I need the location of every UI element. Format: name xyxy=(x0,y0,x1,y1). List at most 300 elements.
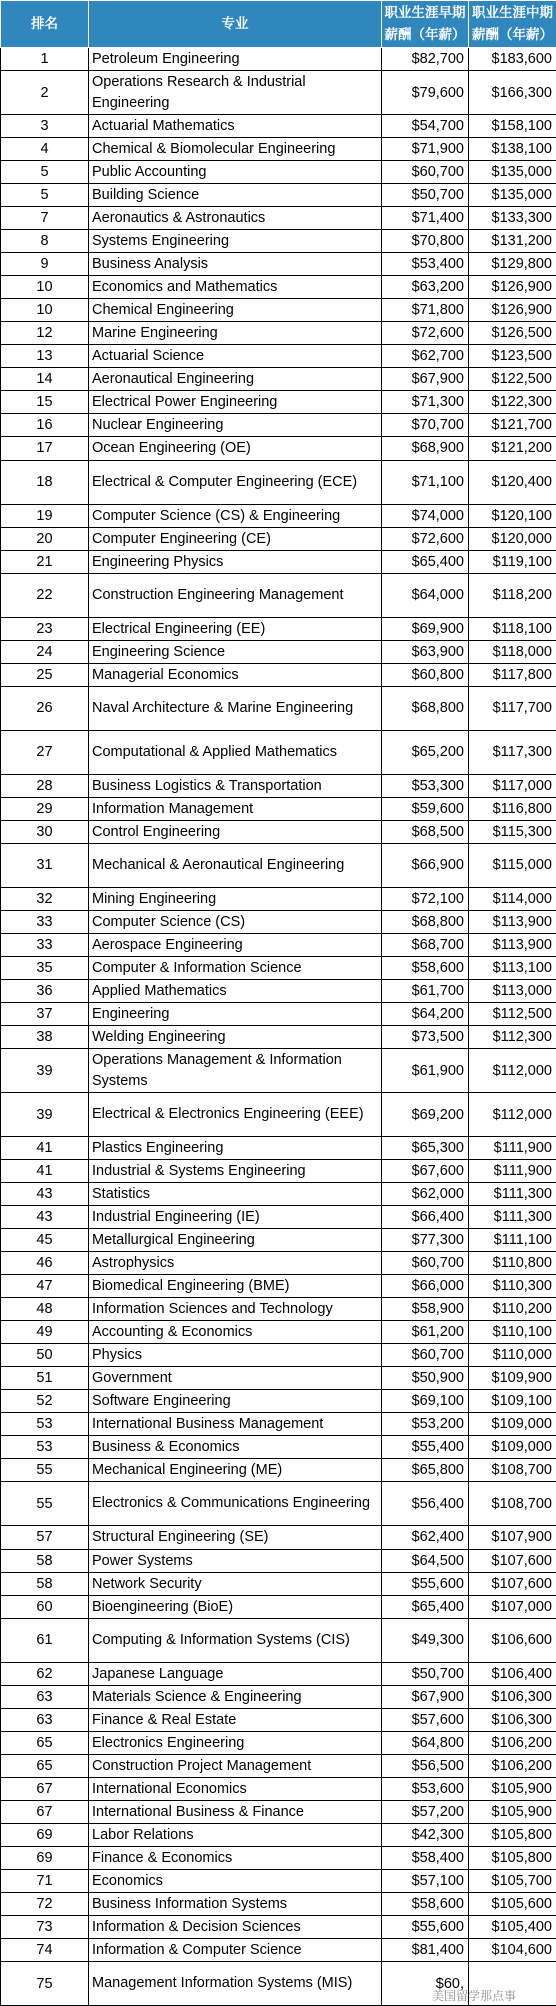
early-salary-cell: $65,200 xyxy=(382,730,469,774)
rank-cell: 48 xyxy=(1,1298,89,1321)
early-salary-cell: $68,500 xyxy=(382,820,469,843)
rank-cell: 47 xyxy=(1,1275,89,1298)
major-cell: Management Information Systems (MIS) xyxy=(89,1962,382,2006)
rank-cell: 58 xyxy=(1,1572,89,1595)
rank-cell: 28 xyxy=(1,774,89,797)
early-salary-cell: $82,700 xyxy=(382,48,469,71)
mid-salary-cell: $133,300 xyxy=(469,207,556,230)
table-row xyxy=(1,1049,556,1093)
table-row xyxy=(1,1160,556,1183)
mid-salary-cell: $119,100 xyxy=(469,550,556,573)
early-salary-cell: $71,100 xyxy=(382,460,469,504)
table-row xyxy=(1,640,556,663)
early-salary-cell: $60, xyxy=(382,1962,469,2006)
table-row xyxy=(1,1823,556,1846)
table-row xyxy=(1,161,556,184)
rank-cell: 39 xyxy=(1,1093,89,1137)
rank-cell: 33 xyxy=(1,933,89,956)
early-salary-cell: $60,700 xyxy=(382,1344,469,1367)
table-row xyxy=(1,1321,556,1344)
table-row xyxy=(1,1275,556,1298)
rank-cell: 35 xyxy=(1,956,89,979)
table-row xyxy=(1,979,556,1002)
mid-salary-cell: $126,900 xyxy=(469,276,556,299)
table-row xyxy=(1,48,556,71)
major-cell: Industrial Engineering (IE) xyxy=(89,1206,382,1229)
rank-cell: 21 xyxy=(1,550,89,573)
rank-cell: 14 xyxy=(1,368,89,391)
major-cell: Government xyxy=(89,1367,382,1390)
early-salary-cell: $70,800 xyxy=(382,230,469,253)
table-row xyxy=(1,1206,556,1229)
rank-cell: 26 xyxy=(1,686,89,730)
table-row xyxy=(1,1892,556,1915)
early-salary-cell: $66,400 xyxy=(382,1206,469,1229)
early-salary-cell: $63,200 xyxy=(382,276,469,299)
mid-salary-cell: $108,700 xyxy=(469,1482,556,1526)
table-row xyxy=(1,1526,556,1549)
major-cell: International Economics xyxy=(89,1777,382,1800)
rank-cell: 62 xyxy=(1,1662,89,1685)
table-row xyxy=(1,71,556,115)
table-row xyxy=(1,184,556,207)
early-salary-cell: $60,700 xyxy=(382,161,469,184)
early-salary-cell: $65,800 xyxy=(382,1459,469,1482)
table-row xyxy=(1,391,556,414)
major-cell: Information & Decision Sciences xyxy=(89,1915,382,1938)
rank-cell: 50 xyxy=(1,1344,89,1367)
rank-cell: 41 xyxy=(1,1160,89,1183)
mid-salary-cell: $117,300 xyxy=(469,730,556,774)
mid-salary-cell: $105,800 xyxy=(469,1846,556,1869)
early-salary-cell: $71,300 xyxy=(382,391,469,414)
major-cell: Managerial Economics xyxy=(89,663,382,686)
early-salary-cell: $56,400 xyxy=(382,1482,469,1526)
early-salary-cell: $65,400 xyxy=(382,1595,469,1618)
mid-salary-cell: $105,400 xyxy=(469,1915,556,1938)
mid-salary-cell: $158,100 xyxy=(469,115,556,138)
early-salary-cell: $58,400 xyxy=(382,1846,469,1869)
rank-cell: 31 xyxy=(1,843,89,887)
mid-salary-cell: $107,600 xyxy=(469,1572,556,1595)
mid-salary-cell: $138,100 xyxy=(469,138,556,161)
rank-cell: 53 xyxy=(1,1436,89,1459)
major-cell: Aeronautical Engineering xyxy=(89,368,382,391)
rank-cell: 58 xyxy=(1,1549,89,1572)
mid-salary-cell: $121,700 xyxy=(469,414,556,437)
early-salary-cell: $58,900 xyxy=(382,1298,469,1321)
early-salary-cell: $65,300 xyxy=(382,1137,469,1160)
rank-cell: 53 xyxy=(1,1413,89,1436)
early-salary-cell: $50,700 xyxy=(382,1662,469,1685)
table-row xyxy=(1,437,556,460)
early-salary-cell: $71,900 xyxy=(382,138,469,161)
table-row xyxy=(1,1093,556,1137)
mid-salary-cell: $122,300 xyxy=(469,391,556,414)
major-cell: Electrical & Electronics Engineering (EEE) xyxy=(89,1093,382,1137)
rank-cell: 22 xyxy=(1,573,89,617)
major-cell: Engineering xyxy=(89,1002,382,1025)
major-cell: Electrical Engineering (EE) xyxy=(89,617,382,640)
major-cell: Control Engineering xyxy=(89,820,382,843)
early-salary-cell: $57,100 xyxy=(382,1869,469,1892)
major-cell: Materials Science & Engineering xyxy=(89,1685,382,1708)
table-row xyxy=(1,230,556,253)
major-cell: Electrical Power Engineering xyxy=(89,391,382,414)
major-cell: Electrical & Computer Engineering (ECE) xyxy=(89,460,382,504)
rank-cell: 55 xyxy=(1,1482,89,1526)
early-salary-cell: $54,700 xyxy=(382,115,469,138)
mid-salary-cell: $105,700 xyxy=(469,1869,556,1892)
early-salary-cell: $53,400 xyxy=(382,253,469,276)
table-row xyxy=(1,1390,556,1413)
mid-salary-cell: $112,500 xyxy=(469,1002,556,1025)
major-cell: Mechanical Engineering (ME) xyxy=(89,1459,382,1482)
major-cell: Mechanical & Aeronautical Engineering xyxy=(89,843,382,887)
rank-cell: 51 xyxy=(1,1367,89,1390)
major-cell: Business & Economics xyxy=(89,1436,382,1459)
rank-cell: 65 xyxy=(1,1731,89,1754)
mid-salary-cell: $111,100 xyxy=(469,1229,556,1252)
major-cell: Structural Engineering (SE) xyxy=(89,1526,382,1549)
mid-salary-cell: $108,700 xyxy=(469,1459,556,1482)
rank-cell: 27 xyxy=(1,730,89,774)
major-cell: Petroleum Engineering xyxy=(89,48,382,71)
table-row xyxy=(1,138,556,161)
early-salary-cell: $50,900 xyxy=(382,1367,469,1390)
table-row xyxy=(1,1413,556,1436)
early-salary-cell: $64,200 xyxy=(382,1002,469,1025)
early-salary-cell: $60,800 xyxy=(382,663,469,686)
mid-salary-cell: $121,200 xyxy=(469,437,556,460)
early-salary-cell: $57,200 xyxy=(382,1800,469,1823)
rank-cell: 37 xyxy=(1,1002,89,1025)
major-cell: Business Information Systems xyxy=(89,1892,382,1915)
early-salary-cell: $64,000 xyxy=(382,573,469,617)
early-salary-cell: $72,600 xyxy=(382,322,469,345)
mid-salary-cell: $126,500 xyxy=(469,322,556,345)
mid-salary-cell: $109,900 xyxy=(469,1367,556,1390)
major-cell: Computer Science (CS) & Engineering xyxy=(89,504,382,527)
early-salary-cell: $58,600 xyxy=(382,1892,469,1915)
mid-salary-cell: $117,800 xyxy=(469,663,556,686)
table-row xyxy=(1,322,556,345)
watermark-text: 美国留学那点事 xyxy=(432,1987,516,2004)
table-row xyxy=(1,1002,556,1025)
table-row xyxy=(1,663,556,686)
early-salary-cell: $70,700 xyxy=(382,414,469,437)
early-salary-cell: $73,500 xyxy=(382,1025,469,1048)
rank-cell: 7 xyxy=(1,207,89,230)
table-row xyxy=(1,774,556,797)
major-cell: Metallurgical Engineering xyxy=(89,1229,382,1252)
mid-salary-cell: $123,500 xyxy=(469,345,556,368)
major-cell: Physics xyxy=(89,1344,382,1367)
table-row xyxy=(1,276,556,299)
major-cell: Mining Engineering xyxy=(89,887,382,910)
table-row xyxy=(1,1572,556,1595)
major-cell: Operations Research & Industrial Engineering xyxy=(89,71,382,115)
major-cell: Finance & Economics xyxy=(89,1846,382,1869)
mid-salary-cell: $107,600 xyxy=(469,1549,556,1572)
table-row xyxy=(1,1229,556,1252)
early-salary-cell: $63,900 xyxy=(382,640,469,663)
early-salary-cell: $58,600 xyxy=(382,956,469,979)
rank-cell: 71 xyxy=(1,1869,89,1892)
rank-cell: 5 xyxy=(1,161,89,184)
rank-cell: 10 xyxy=(1,276,89,299)
table-row xyxy=(1,414,556,437)
table-row xyxy=(1,887,556,910)
major-cell: Naval Architecture & Marine Engineering xyxy=(89,686,382,730)
table-row xyxy=(1,207,556,230)
major-cell: Statistics xyxy=(89,1183,382,1206)
mid-salary-cell: $105,900 xyxy=(469,1777,556,1800)
table-row xyxy=(1,1618,556,1662)
rank-cell: 63 xyxy=(1,1708,89,1731)
table-row xyxy=(1,956,556,979)
table-row xyxy=(1,253,556,276)
table-row xyxy=(1,1367,556,1390)
major-cell: Construction Project Management xyxy=(89,1754,382,1777)
early-salary-cell: $67,900 xyxy=(382,368,469,391)
mid-salary-cell: $107,000 xyxy=(469,1595,556,1618)
rank-cell: 33 xyxy=(1,910,89,933)
major-cell: Bioengineering (BioE) xyxy=(89,1595,382,1618)
mid-salary-cell: $166,300 xyxy=(469,71,556,115)
mid-salary-cell: $122,500 xyxy=(469,368,556,391)
table-row xyxy=(1,550,556,573)
early-salary-cell: $74,000 xyxy=(382,504,469,527)
major-cell: Astrophysics xyxy=(89,1252,382,1275)
mid-salary-cell: $118,200 xyxy=(469,573,556,617)
major-cell: Chemical & Biomolecular Engineering xyxy=(89,138,382,161)
table-row xyxy=(1,730,556,774)
rank-cell: 12 xyxy=(1,322,89,345)
mid-salary-cell: $104,600 xyxy=(469,1938,556,1961)
table-row xyxy=(1,1183,556,1206)
major-cell: Building Science xyxy=(89,184,382,207)
mid-salary-cell: $117,000 xyxy=(469,774,556,797)
mid-salary-cell: $112,000 xyxy=(469,1049,556,1093)
rank-cell: 18 xyxy=(1,460,89,504)
table-row xyxy=(1,1459,556,1482)
early-salary-cell: $49,300 xyxy=(382,1618,469,1662)
early-salary-cell: $60,700 xyxy=(382,1252,469,1275)
mid-salary-cell: $105,900 xyxy=(469,1800,556,1823)
table-row xyxy=(1,686,556,730)
mid-salary-cell: $129,800 xyxy=(469,253,556,276)
header-mid-salary: 职业生涯中期薪酬（年薪） xyxy=(469,1,556,48)
early-salary-cell: $69,200 xyxy=(382,1093,469,1137)
rank-cell: 4 xyxy=(1,138,89,161)
table-row xyxy=(1,1595,556,1618)
rank-cell: 3 xyxy=(1,115,89,138)
early-salary-cell: $72,100 xyxy=(382,887,469,910)
header-major: 专业 xyxy=(89,1,382,48)
table-row xyxy=(1,1777,556,1800)
mid-salary-cell: $135,000 xyxy=(469,161,556,184)
early-salary-cell: $55,600 xyxy=(382,1572,469,1595)
major-cell: Welding Engineering xyxy=(89,1025,382,1048)
major-cell: Accounting & Economics xyxy=(89,1321,382,1344)
table-row xyxy=(1,617,556,640)
early-salary-cell: $81,400 xyxy=(382,1938,469,1961)
major-cell: Public Accounting xyxy=(89,161,382,184)
mid-salary-cell: $111,900 xyxy=(469,1137,556,1160)
rank-cell: 19 xyxy=(1,504,89,527)
table-row xyxy=(1,573,556,617)
early-salary-cell: $53,600 xyxy=(382,1777,469,1800)
rank-cell: 5 xyxy=(1,184,89,207)
rank-cell: 57 xyxy=(1,1526,89,1549)
rank-cell: 46 xyxy=(1,1252,89,1275)
major-cell: Actuarial Mathematics xyxy=(89,115,382,138)
mid-salary-cell: $115,300 xyxy=(469,820,556,843)
major-cell: Software Engineering xyxy=(89,1390,382,1413)
early-salary-cell: $69,900 xyxy=(382,617,469,640)
table-row xyxy=(1,933,556,956)
early-salary-cell: $66,000 xyxy=(382,1275,469,1298)
table-row xyxy=(1,1025,556,1048)
major-cell: Computational & Applied Mathematics xyxy=(89,730,382,774)
early-salary-cell: $61,200 xyxy=(382,1321,469,1344)
mid-salary-cell: $120,100 xyxy=(469,504,556,527)
early-salary-cell: $64,500 xyxy=(382,1549,469,1572)
rank-cell: 61 xyxy=(1,1618,89,1662)
table-row xyxy=(1,820,556,843)
early-salary-cell: $71,800 xyxy=(382,299,469,322)
table-row xyxy=(1,1869,556,1892)
mid-salary-cell: $120,400 xyxy=(469,460,556,504)
mid-salary-cell: $115,000 xyxy=(469,843,556,887)
early-salary-cell: $68,800 xyxy=(382,910,469,933)
rank-cell: 69 xyxy=(1,1846,89,1869)
table-row xyxy=(1,1344,556,1367)
major-cell: Network Security xyxy=(89,1572,382,1595)
rank-cell: 73 xyxy=(1,1915,89,1938)
early-salary-cell: $62,400 xyxy=(382,1526,469,1549)
major-cell: Power Systems xyxy=(89,1549,382,1572)
rank-cell: 8 xyxy=(1,230,89,253)
early-salary-cell: $55,600 xyxy=(382,1915,469,1938)
header-rank: 排名 xyxy=(1,1,89,48)
mid-salary-cell: $111,300 xyxy=(469,1206,556,1229)
early-salary-cell: $67,600 xyxy=(382,1160,469,1183)
early-salary-cell: $65,400 xyxy=(382,550,469,573)
mid-salary-cell: $114,000 xyxy=(469,887,556,910)
major-cell: Economics and Mathematics xyxy=(89,276,382,299)
major-cell: Aerospace Engineering xyxy=(89,933,382,956)
table-row xyxy=(1,1754,556,1777)
major-cell: Electronics Engineering xyxy=(89,1731,382,1754)
table-row xyxy=(1,1252,556,1275)
mid-salary-cell: $118,000 xyxy=(469,640,556,663)
major-cell: Aeronautics & Astronautics xyxy=(89,207,382,230)
rank-cell: 10 xyxy=(1,299,89,322)
major-cell: Information & Computer Science xyxy=(89,1938,382,1961)
table-row xyxy=(1,1137,556,1160)
mid-salary-cell: $113,900 xyxy=(469,910,556,933)
table-row xyxy=(1,1731,556,1754)
mid-salary-cell: $105,800 xyxy=(469,1823,556,1846)
rank-cell: 55 xyxy=(1,1459,89,1482)
mid-salary-cell: $107,900 xyxy=(469,1526,556,1549)
early-salary-cell: $68,700 xyxy=(382,933,469,956)
mid-salary-cell: $109,000 xyxy=(469,1436,556,1459)
major-cell: Marine Engineering xyxy=(89,322,382,345)
early-salary-cell: $66,900 xyxy=(382,843,469,887)
table-row xyxy=(1,910,556,933)
mid-salary-cell: $110,000 xyxy=(469,1344,556,1367)
table-row xyxy=(1,1662,556,1685)
mid-salary-cell: $111,900 xyxy=(469,1160,556,1183)
rank-cell: 17 xyxy=(1,437,89,460)
major-cell: Economics xyxy=(89,1869,382,1892)
rank-cell: 41 xyxy=(1,1137,89,1160)
major-cell: Finance & Real Estate xyxy=(89,1708,382,1731)
rank-cell: 63 xyxy=(1,1685,89,1708)
major-cell: Operations Management & Information Systems xyxy=(89,1049,382,1093)
table-row xyxy=(1,504,556,527)
mid-salary-cell: $118,100 xyxy=(469,617,556,640)
table-row xyxy=(1,1482,556,1526)
mid-salary-cell: $113,000 xyxy=(469,979,556,1002)
major-cell: International Business & Finance xyxy=(89,1800,382,1823)
table-row xyxy=(1,1846,556,1869)
mid-salary-cell: $131,200 xyxy=(469,230,556,253)
major-cell: Japanese Language xyxy=(89,1662,382,1685)
early-salary-cell: $77,300 xyxy=(382,1229,469,1252)
early-salary-cell: $67,900 xyxy=(382,1685,469,1708)
table-row xyxy=(1,460,556,504)
table-row xyxy=(1,527,556,550)
early-salary-cell: $53,200 xyxy=(382,1413,469,1436)
major-cell: Business Analysis xyxy=(89,253,382,276)
mid-salary-cell: $106,200 xyxy=(469,1754,556,1777)
mid-salary-cell: $183,600 xyxy=(469,48,556,71)
table-row xyxy=(1,115,556,138)
early-salary-cell: $62,700 xyxy=(382,345,469,368)
rank-cell: 25 xyxy=(1,663,89,686)
early-salary-cell: $68,900 xyxy=(382,437,469,460)
rank-cell: 1 xyxy=(1,48,89,71)
mid-salary-cell: $110,200 xyxy=(469,1298,556,1321)
rank-cell: 20 xyxy=(1,527,89,550)
mid-salary-cell: $106,200 xyxy=(469,1731,556,1754)
major-cell: Engineering Physics xyxy=(89,550,382,573)
early-salary-cell: $55,400 xyxy=(382,1436,469,1459)
header-row xyxy=(1,1,556,48)
rank-cell: 30 xyxy=(1,820,89,843)
rank-cell: 69 xyxy=(1,1823,89,1846)
major-cell: Biomedical Engineering (BME) xyxy=(89,1275,382,1298)
major-cell: Computer Science (CS) xyxy=(89,910,382,933)
mid-salary-cell: $111,300 xyxy=(469,1183,556,1206)
rank-cell: 43 xyxy=(1,1206,89,1229)
mid-salary-cell: $117,700 xyxy=(469,686,556,730)
early-salary-cell: $50,700 xyxy=(382,184,469,207)
early-salary-cell: $71,400 xyxy=(382,207,469,230)
major-cell: Engineering Science xyxy=(89,640,382,663)
major-cell: Information Management xyxy=(89,797,382,820)
rank-cell: 13 xyxy=(1,345,89,368)
early-salary-cell: $59,600 xyxy=(382,797,469,820)
mid-salary-cell: $110,100 xyxy=(469,1321,556,1344)
early-salary-cell: $68,800 xyxy=(382,686,469,730)
early-salary-cell: $57,600 xyxy=(382,1708,469,1731)
early-salary-cell: $64,800 xyxy=(382,1731,469,1754)
